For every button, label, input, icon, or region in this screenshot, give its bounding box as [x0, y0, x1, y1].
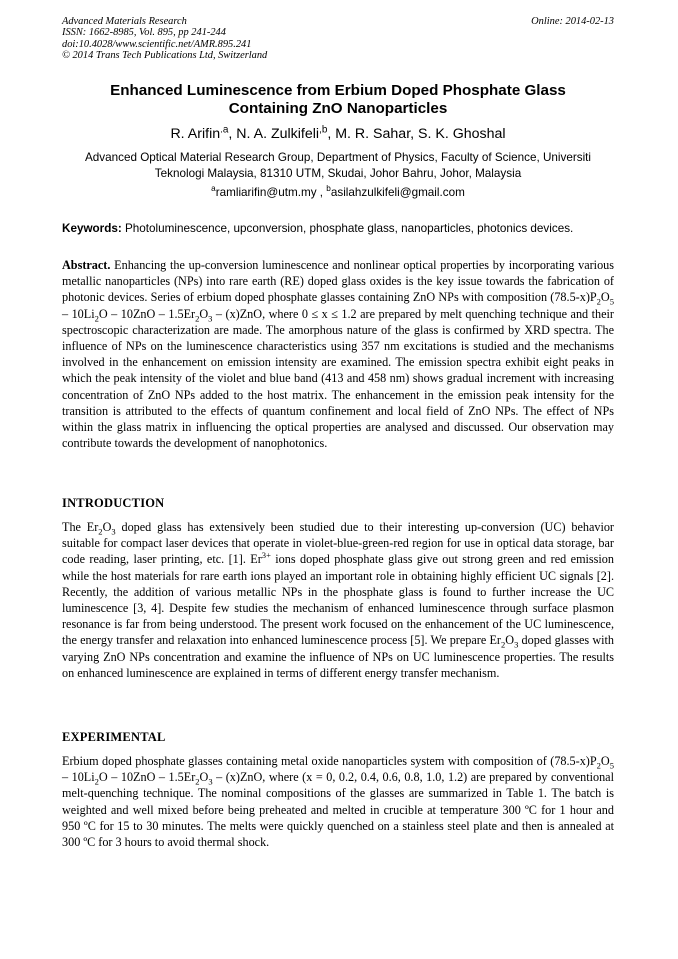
- keywords: [62, 221, 614, 236]
- subscript: 5: [609, 760, 614, 771]
- body-text: The Er: [62, 520, 99, 534]
- abstract-label: Abstract.: [62, 258, 111, 272]
- body-text: O: [505, 633, 515, 648]
- introduction-heading: INTRODUCTION: [62, 496, 165, 510]
- body-text: Erbium doped phosphate glasses containing metal oxide nanoparticles system with composition of (78.5-x)P: [62, 754, 597, 768]
- subscript: 2: [94, 776, 99, 787]
- abstract-text: Enhancing the up-conversion luminescence and nonlinear optical properties by incorporating various metallic nanoparticles (NPs) into rare earth (RE) doped glass oxides is the key issue towards the fabrication of photonic devices. Series of erbium doped phosphate glasses containing ZnO NPs with composition (78.5-x)P: [62, 258, 614, 305]
- subscript: 2: [195, 776, 200, 787]
- email-a[interactable]: ramliarifin@utm.my: [215, 186, 317, 199]
- title-line-1: Enhanced Luminescence from Erbium Doped Phosphate Glass: [110, 82, 566, 99]
- subscript: 3: [514, 639, 519, 650]
- email-line: [62, 185, 614, 200]
- doi: doi:10.4028/www.scientific.net/AMR.895.241: [62, 38, 252, 50]
- abstract-text: O: [199, 306, 209, 321]
- email-b-mark: b: [326, 184, 331, 194]
- email-separator: ,: [316, 186, 327, 199]
- subscript: 3: [208, 313, 213, 324]
- keywords-text: Photoluminescence, upconversion, phosphate glass, nanoparticles, photonics devices.: [121, 222, 574, 235]
- body-text: – (x)ZnO, where (x = 0, 0.2, 0.4, 0.6, 0.8, 1.0, 1.2) are prepared by conventional melt-quenching technique. The nominal compositions of the glasses are summarized in Table 1. The batch is weighted and well mixed before being preheated and melted in crucible at temperature 300 ºC for 1 hour and 950 ºC for 15 to 30 minutes. The melts were quickly quenched on a stainless steel plate and then is annealed at 300 ºC for 3 hours to avoid thermal shock.: [62, 770, 614, 850]
- subscript: 2: [500, 639, 506, 650]
- affiliation-line-2: Teknologi Malaysia, 81310 UTM, Skudai, Johor Bahru, Johor, Malaysia: [154, 166, 522, 180]
- affiliation: [62, 150, 614, 181]
- superscript: 3+: [261, 550, 271, 561]
- experimental-paragraph: [62, 753, 614, 850]
- experimental-heading: EXPERIMENTAL: [62, 730, 166, 744]
- subscript: 2: [98, 526, 103, 537]
- introduction-paragraph: [62, 519, 614, 681]
- email-a-mark: a: [211, 184, 216, 194]
- paper-title: [62, 82, 614, 118]
- email-b[interactable]: asilahzulkifeli@gmail.com: [330, 186, 465, 199]
- copyright: © 2014 Trans Tech Publications Ltd, Switzerland: [62, 49, 268, 61]
- abstract-text: – (x)ZnO, where 0 ≤ x ≤ 1.2 are prepared by melt quenching technique and their spectroscopic characterization are made. The amorphous nature of the glass is confirmed by XRD spectra. The influence of NPs on the luminescence characteristics using 357 nm excitations is studied and the mechanisms involved in the enhancement on emission intensity are examined. The emission spectra exhibit eight peaks in which the peak intensity of the violet and blue band (413 and 458 nm) shows gradual increment with increasing concentration of ZnO NPs added to the host matrix. The enhancement in the emission peak intensity for the transition is attributed to the effects of quantum confinement and local field of ZnO NPs. The effect of NPs within the glass matrix in influencing the optical properties are analysed and discussed. Our observation may contribute towards the development of nanophotonics.: [62, 306, 614, 451]
- body-text: O – 10ZnO – 1.5Er: [98, 770, 196, 785]
- body-text: ions doped phosphate glass give out strong green and red emission while the host materials for rare earth ions played an important role in obtaining highly efficient UC signals [2]. Recently, the addition of various metallic NPs in the phosphate glass is found to further increase the UC luminescence [3, 4]. Despite few studies the mechanism of enhanced luminescence through surface plasmon resonance is far from being understood. The present work focused on the enhancement of the UC luminescence, the energy transfer and relaxation into enhanced luminescence process [5]. We prepare Er: [62, 552, 614, 648]
- issn: ISSN: 1662-8985, Vol. 895, pp 241-244: [62, 27, 226, 39]
- subscript: 2: [596, 296, 601, 307]
- subscript: 3: [208, 776, 213, 787]
- author-1-mark: .a: [220, 124, 229, 136]
- author-list: [62, 126, 614, 143]
- journal-header: [62, 16, 614, 61]
- author-2: , N. A. Zulkifeli: [228, 126, 320, 142]
- abstract: [62, 257, 614, 451]
- other-authors: , M. R. Sahar, S. K. Ghoshal: [327, 126, 506, 142]
- abstract-text: O: [600, 290, 610, 305]
- body-text: doped glass has extensively been studied due to their interesting up-conversion (UC) behavior suitable for compact laser devices that operate in violet-blue-green-red region for use in optical data storage, bar code reading, laser printing, etc. [1]. Er: [62, 520, 614, 567]
- journal-name: Advanced Materials Research: [62, 16, 187, 27]
- subscript: 3: [111, 526, 116, 537]
- body-text: O: [102, 520, 112, 534]
- body-text: O: [199, 770, 209, 785]
- author-1: R. Arifin: [170, 126, 221, 142]
- keywords-label: Keywords:: [62, 222, 122, 235]
- body-text: O: [600, 754, 610, 768]
- body-text: doped glasses with varying ZnO NPs concentration and examine the influence of NPs on UC luminescence properties. The results on enhanced luminescence are explained in terms of different energy transfer mechanism.: [62, 633, 614, 680]
- affiliation-line-1: Advanced Optical Material Research Group, Department of Physics, Faculty of Science, Universiti: [84, 151, 592, 164]
- subscript: 5: [609, 296, 614, 307]
- body-text: – 10Li: [62, 770, 95, 785]
- abstract-text: O – 10ZnO – 1.5Er: [98, 306, 196, 321]
- abstract-text: – 10Li: [62, 306, 95, 321]
- subscript: 2: [94, 313, 99, 324]
- title-line-2: Containing ZnO Nanoparticles: [228, 100, 448, 117]
- subscript: 2: [596, 760, 601, 771]
- subscript: 2: [195, 313, 200, 324]
- author-2-mark: ,b: [319, 124, 328, 136]
- online-date: Online: 2014-02-13: [531, 16, 614, 27]
